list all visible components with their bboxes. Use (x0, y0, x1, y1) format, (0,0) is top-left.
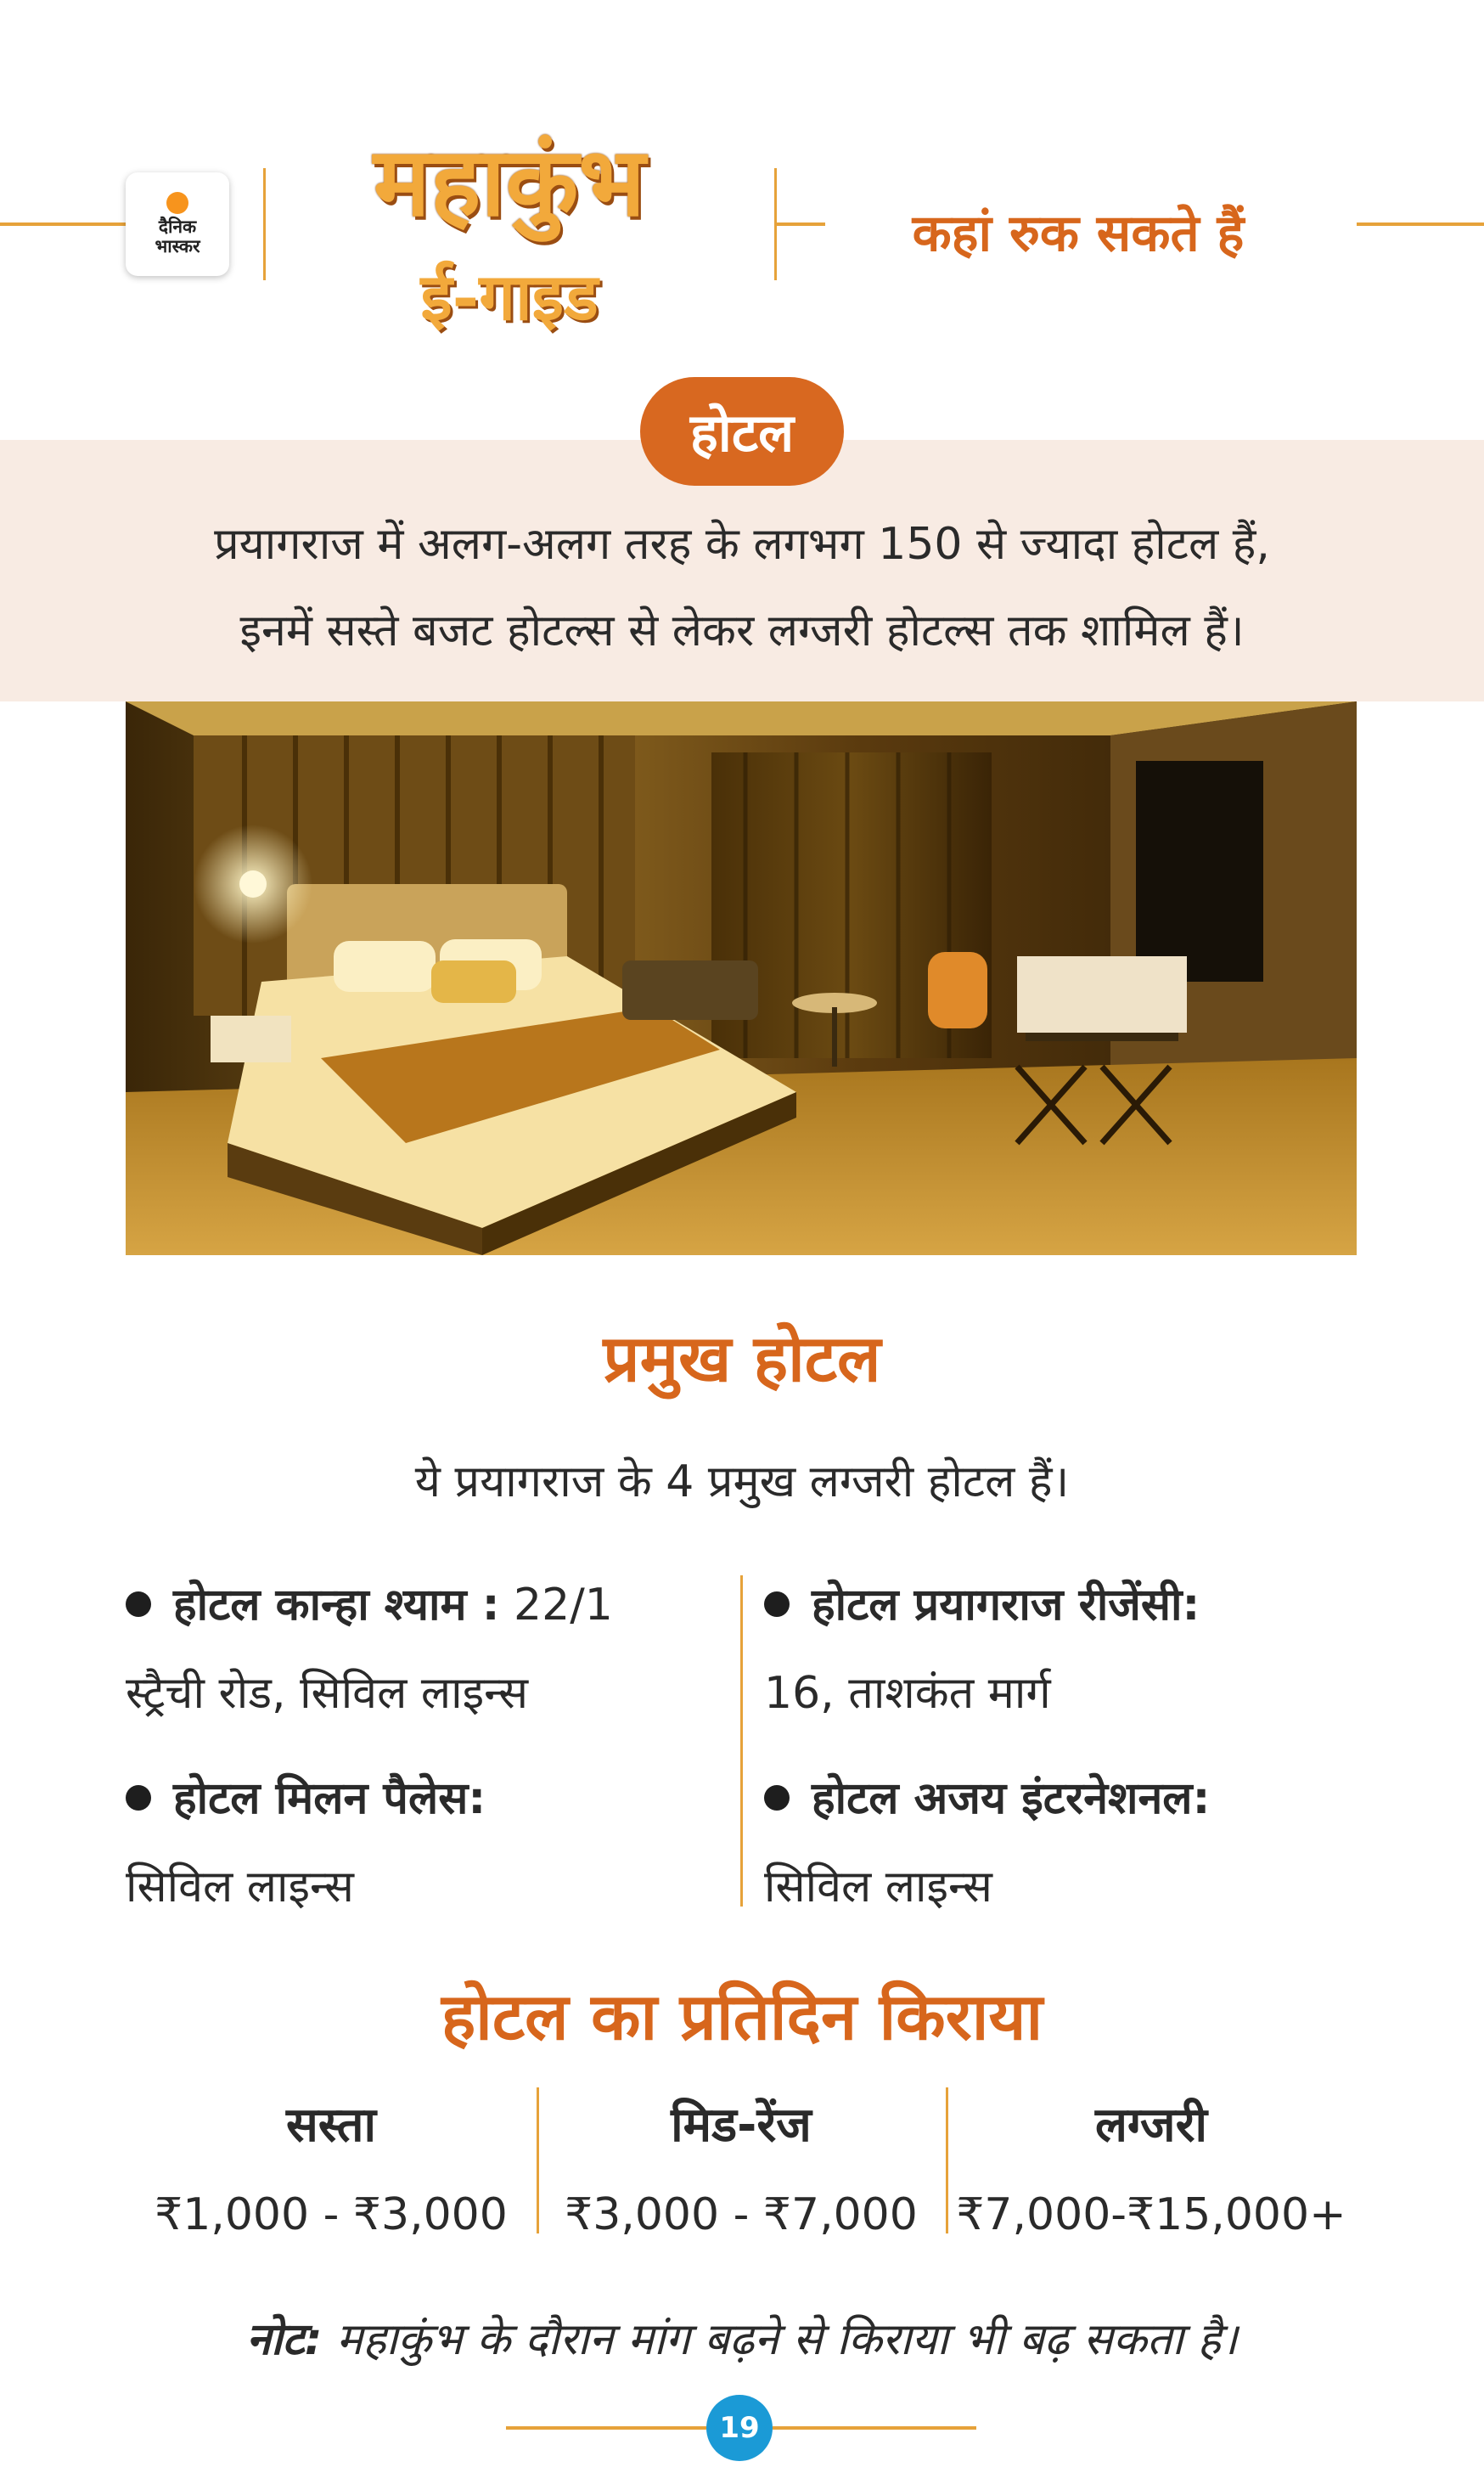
bullet-icon (126, 1591, 151, 1617)
note-prefix: नोट: (246, 2314, 323, 2365)
header-line-left (0, 222, 126, 226)
rent-value: ₹3,000 - ₹7,000 (565, 2189, 918, 2240)
rent-budget (127, 2079, 535, 2257)
intro-text (93, 501, 1391, 674)
bullet-icon (764, 1785, 790, 1811)
header-line-right (1357, 222, 1484, 226)
header-line-mid (774, 222, 825, 226)
rent-value: ₹1,000 - ₹3,000 (155, 2189, 508, 2240)
rent-luxury (947, 2079, 1355, 2257)
page-number: 19 (706, 2395, 773, 2461)
logo-line-1: दैनिक (158, 217, 197, 237)
footer-line-left (506, 2426, 706, 2430)
hotel-name: होटल कान्हा श्याम : (173, 1580, 500, 1631)
hotel-item-prayagraj-regency (764, 1561, 1358, 1738)
intro-line-1: प्रयागराज में अलग-अलग तरह के लगभग 150 से ज्यादा होटल हैं, (214, 519, 1270, 570)
note (0, 2293, 1484, 2386)
rent-value: ₹7,000-₹15,000+ (956, 2189, 1346, 2240)
rent-label: मिड-रेंज (671, 2098, 812, 2153)
hotel-address-inline: 22/1 (499, 1580, 613, 1631)
hotel-address: 16, ताशकंत मार्ग (764, 1668, 1051, 1719)
hotel-name: होटल मिलन पैलेस: (173, 1773, 486, 1824)
hotel-badge: होटल (640, 377, 844, 486)
rent-mid-range (537, 2079, 945, 2257)
rent-heading: होटल का प्रतिदिन किराया (441, 1979, 1043, 2054)
hotel-address: स्ट्रैची रोड, सिविल लाइन्स (126, 1668, 529, 1719)
sun-icon (166, 192, 188, 214)
section-title: कहां रुक सकते हैं (912, 204, 1245, 263)
intro-line-2: इनमें सस्ते बजट होटल्स से लेकर लग्जरी होटल्स तक शामिल हैं। (239, 606, 1245, 656)
hotel-address: सिविल लाइन्स (126, 1862, 354, 1912)
hotel-name: होटल प्रयागराज रीजेंसी: (812, 1580, 1200, 1631)
logo-line-2: भास्कर (155, 236, 200, 256)
major-hotels-description: ये प्रयागराज के 4 प्रमुख लग्जरी होटल हैं। (414, 1456, 1070, 1507)
major-hotels-heading: प्रमुख होटल (603, 1321, 881, 1396)
footer-line-right (773, 2426, 976, 2430)
hotel-name: होटल अजय इंटरनेशनल: (812, 1773, 1211, 1824)
hotel-item-kanha-shyam (126, 1561, 720, 1738)
rent-label: लग्जरी (1094, 2098, 1208, 2153)
hotel-room-photo (126, 701, 1357, 1255)
guide-subtitle: ई-गाइड (420, 259, 599, 335)
hotel-item-milan-palace (126, 1755, 720, 1931)
header-divider-1 (263, 168, 266, 280)
guide-title: महाकुंभ (373, 127, 646, 238)
bullet-icon (126, 1785, 151, 1811)
dainik-bhaskar-logo (126, 172, 229, 276)
bullet-icon (764, 1591, 790, 1617)
hotel-room-illustration (126, 701, 1357, 1255)
rent-label: सस्ता (285, 2098, 377, 2153)
hotels-divider (740, 1575, 743, 1907)
note-text: महाकुंभ के दौरान मांग बढ़ने से किराया भी बढ़ सकता है। (322, 2314, 1238, 2365)
hotel-address: सिविल लाइन्स (764, 1862, 992, 1912)
hotel-item-ajay-international (764, 1755, 1358, 1931)
